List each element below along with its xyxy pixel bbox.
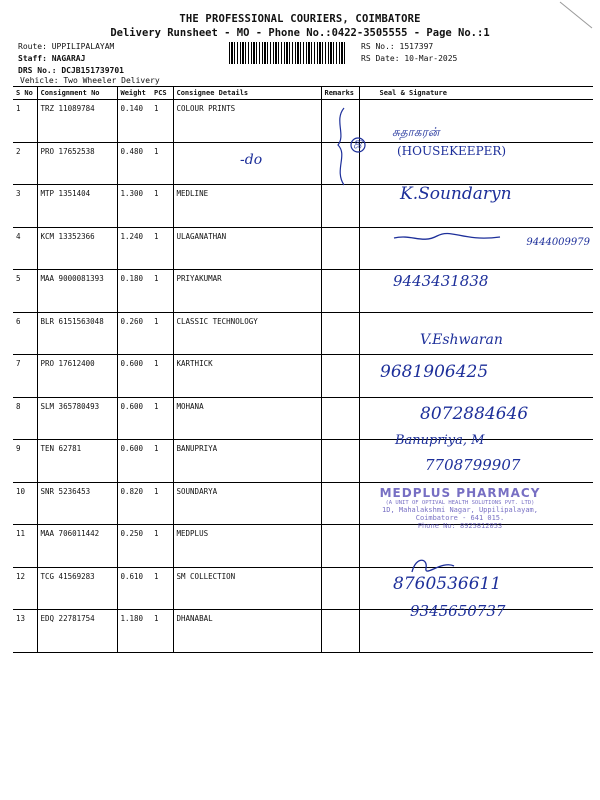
stamp-phone: Phone No: 8925812053 <box>417 522 503 530</box>
signature-row8: 8072884646 <box>420 404 529 424</box>
cell-consignee: PRIYAKUMAR <box>173 270 321 313</box>
cell-remarks <box>321 610 359 653</box>
cell-consignee: CLASSIC TECHNOLOGY <box>173 312 321 355</box>
cell-weight: 0.260 <box>117 312 151 355</box>
cell-consignment-no: TCG 41569283 <box>37 567 117 610</box>
cell-consignee: DHANABAL <box>173 610 321 653</box>
cell-consignee: SOUNDARYA <box>173 482 321 525</box>
cell-sno: 3 <box>13 185 37 228</box>
cell-sno: 5 <box>13 270 37 313</box>
cell-weight: 0.480 <box>117 142 151 185</box>
cell-weight: 0.180 <box>117 270 151 313</box>
table-header-row <box>13 87 593 100</box>
cell-remarks <box>321 525 359 568</box>
cell-consignment-no: BLR 6151563048 <box>37 312 117 355</box>
signature-row7-phone: 9681906425 <box>380 362 489 382</box>
cell-remarks <box>321 227 359 270</box>
cell-pcs: 1 <box>151 355 173 398</box>
cell-remarks <box>321 312 359 355</box>
cell-weight: 1.240 <box>117 227 151 270</box>
row2-ditto-note: -do <box>240 152 263 168</box>
signature-row9-phone: 7708799907 <box>425 456 521 474</box>
cell-sno: 11 <box>13 525 37 568</box>
signature-row4-scribble <box>392 226 502 248</box>
cell-consignment-no: MAA 9000081393 <box>37 270 117 313</box>
cell-consignee: MOHANA <box>173 397 321 440</box>
signature-row2: (HOUSEKEEPER) <box>397 144 507 158</box>
cell-pcs: 1 <box>151 482 173 525</box>
signature-row3: K.Soundaryn <box>400 184 512 204</box>
cell-weight: 0.600 <box>117 397 151 440</box>
col-remarks: Remarks <box>321 87 359 100</box>
cell-sno: 13 <box>13 610 37 653</box>
cell-consignment-no: SLM 365780493 <box>37 397 117 440</box>
cell-consignment-no: MTP 1351404 <box>37 185 117 228</box>
stamp-line1: (A UNIT OF OPTIVAL HEALTH SOLUTIONS PVT. LTD) <box>385 500 535 506</box>
cell-weight: 1.300 <box>117 185 151 228</box>
remarks-bracket-mark <box>330 100 370 190</box>
cell-consignee: COLOUR PRINTS <box>173 100 321 143</box>
cell-remarks <box>321 567 359 610</box>
cell-weight: 0.600 <box>117 355 151 398</box>
signature-row9-name: Banupriya, M <box>395 433 485 448</box>
col-signature: Seal & Signature <box>359 87 593 100</box>
cell-pcs: 1 <box>151 525 173 568</box>
drs-barcode <box>229 42 345 64</box>
stamp-line3: Coimbatore - 641 015. <box>415 514 505 522</box>
col-pcs: PCS <box>151 87 173 100</box>
col-weight: Weight <box>117 87 151 100</box>
table-row <box>13 355 593 398</box>
cell-consignee: SM COLLECTION <box>173 567 321 610</box>
cell-consignment-no: TEN 62781 <box>37 440 117 483</box>
signature-row13: 9345650737 <box>410 602 506 620</box>
cell-consignee: KARTHICK <box>173 355 321 398</box>
cell-pcs: 1 <box>151 100 173 143</box>
stamp-line2: 1D, Mahalakshmi Nagar, Uppilipalayam, <box>382 506 538 514</box>
cell-weight: 0.610 <box>117 567 151 610</box>
vehicle-label: Vehicle: Two Wheeler Delivery <box>20 76 160 85</box>
cell-remarks <box>321 397 359 440</box>
cell-remarks <box>321 355 359 398</box>
cell-consignment-no: TRZ 11089784 <box>37 100 117 143</box>
cell-pcs: 1 <box>151 397 173 440</box>
table-row <box>13 610 593 653</box>
cell-pcs: 1 <box>151 227 173 270</box>
table-row <box>13 567 593 610</box>
cell-remarks <box>321 440 359 483</box>
cell-sno: 2 <box>13 142 37 185</box>
cell-consignment-no: MAA 706011442 <box>37 525 117 568</box>
cell-sno: 7 <box>13 355 37 398</box>
cell-sno: 6 <box>13 312 37 355</box>
cell-pcs: 1 <box>151 142 173 185</box>
runsheet-subtitle: Delivery Runsheet - MO - Phone No.:0422-3505555 - Page No.:1 <box>110 27 490 39</box>
cell-pcs: 1 <box>151 567 173 610</box>
rs-number: RS No.: 1517397 <box>361 42 434 51</box>
cell-pcs: 1 <box>151 185 173 228</box>
cell-pcs: 1 <box>151 440 173 483</box>
drs-number: DRS No.: DCJB151739701 <box>18 66 124 75</box>
cell-sno: 12 <box>13 567 37 610</box>
stamp-name: MEDPLUS PHARMACY <box>379 486 541 500</box>
cell-consignee: MEDPLUS <box>173 525 321 568</box>
cell-pcs: 1 <box>151 610 173 653</box>
cell-weight: 0.820 <box>117 482 151 525</box>
cell-sno: 9 <box>13 440 37 483</box>
cell-sno: 8 <box>13 397 37 440</box>
signature-row7-name: V.Eshwaran <box>420 332 503 348</box>
col-consignee: Consignee Details <box>173 87 321 100</box>
cell-consignee: ULAGANATHAN <box>173 227 321 270</box>
signature-row5: 9443431838 <box>393 272 489 290</box>
table-row <box>13 270 593 313</box>
cell-pcs: 1 <box>151 270 173 313</box>
cell-sno: 4 <box>13 227 37 270</box>
cell-weight: 0.600 <box>117 440 151 483</box>
signature-row1: சுதாகரன் <box>392 125 440 139</box>
cell-consignment-no: PRO 17652538 <box>37 142 117 185</box>
remarks-circled-mark: ஜ <box>354 137 363 148</box>
cell-remarks <box>321 482 359 525</box>
table-row <box>13 100 593 143</box>
table-row <box>13 227 593 270</box>
cell-consignee: BANUPRIYA <box>173 440 321 483</box>
cell-consignment-no: SNR 5236453 <box>37 482 117 525</box>
cell-weight: 1.180 <box>117 610 151 653</box>
delivery-table <box>13 86 593 653</box>
col-consignment: Consignment No <box>37 87 117 100</box>
cell-pcs: 1 <box>151 312 173 355</box>
cell-weight: 0.140 <box>117 100 151 143</box>
staff-label: Staff: NAGARAJ <box>18 54 86 63</box>
cell-remarks <box>321 185 359 228</box>
cell-sno: 1 <box>13 100 37 143</box>
cell-sno: 10 <box>13 482 37 525</box>
table-row <box>13 312 593 355</box>
cell-consignee: MEDLINE <box>173 185 321 228</box>
company-title: THE PROFESSIONAL COURIERS, COIMBATORE <box>179 13 421 25</box>
rs-date: RS Date: 10-Mar-2025 <box>361 54 458 63</box>
signature-row12: 8760536611 <box>393 574 502 594</box>
cell-consignment-no: KCM 13352366 <box>37 227 117 270</box>
route-label: Route: UPPILIPALAYAM <box>18 42 115 51</box>
cell-consignment-no: EDQ 22781754 <box>37 610 117 653</box>
signature-row4-phone: 9444009979 <box>526 237 590 248</box>
pharmacy-stamp <box>376 486 544 544</box>
cell-weight: 0.250 <box>117 525 151 568</box>
col-sno: S No <box>13 87 37 100</box>
cell-remarks <box>321 270 359 313</box>
cell-consignment-no: PRO 17612400 <box>37 355 117 398</box>
